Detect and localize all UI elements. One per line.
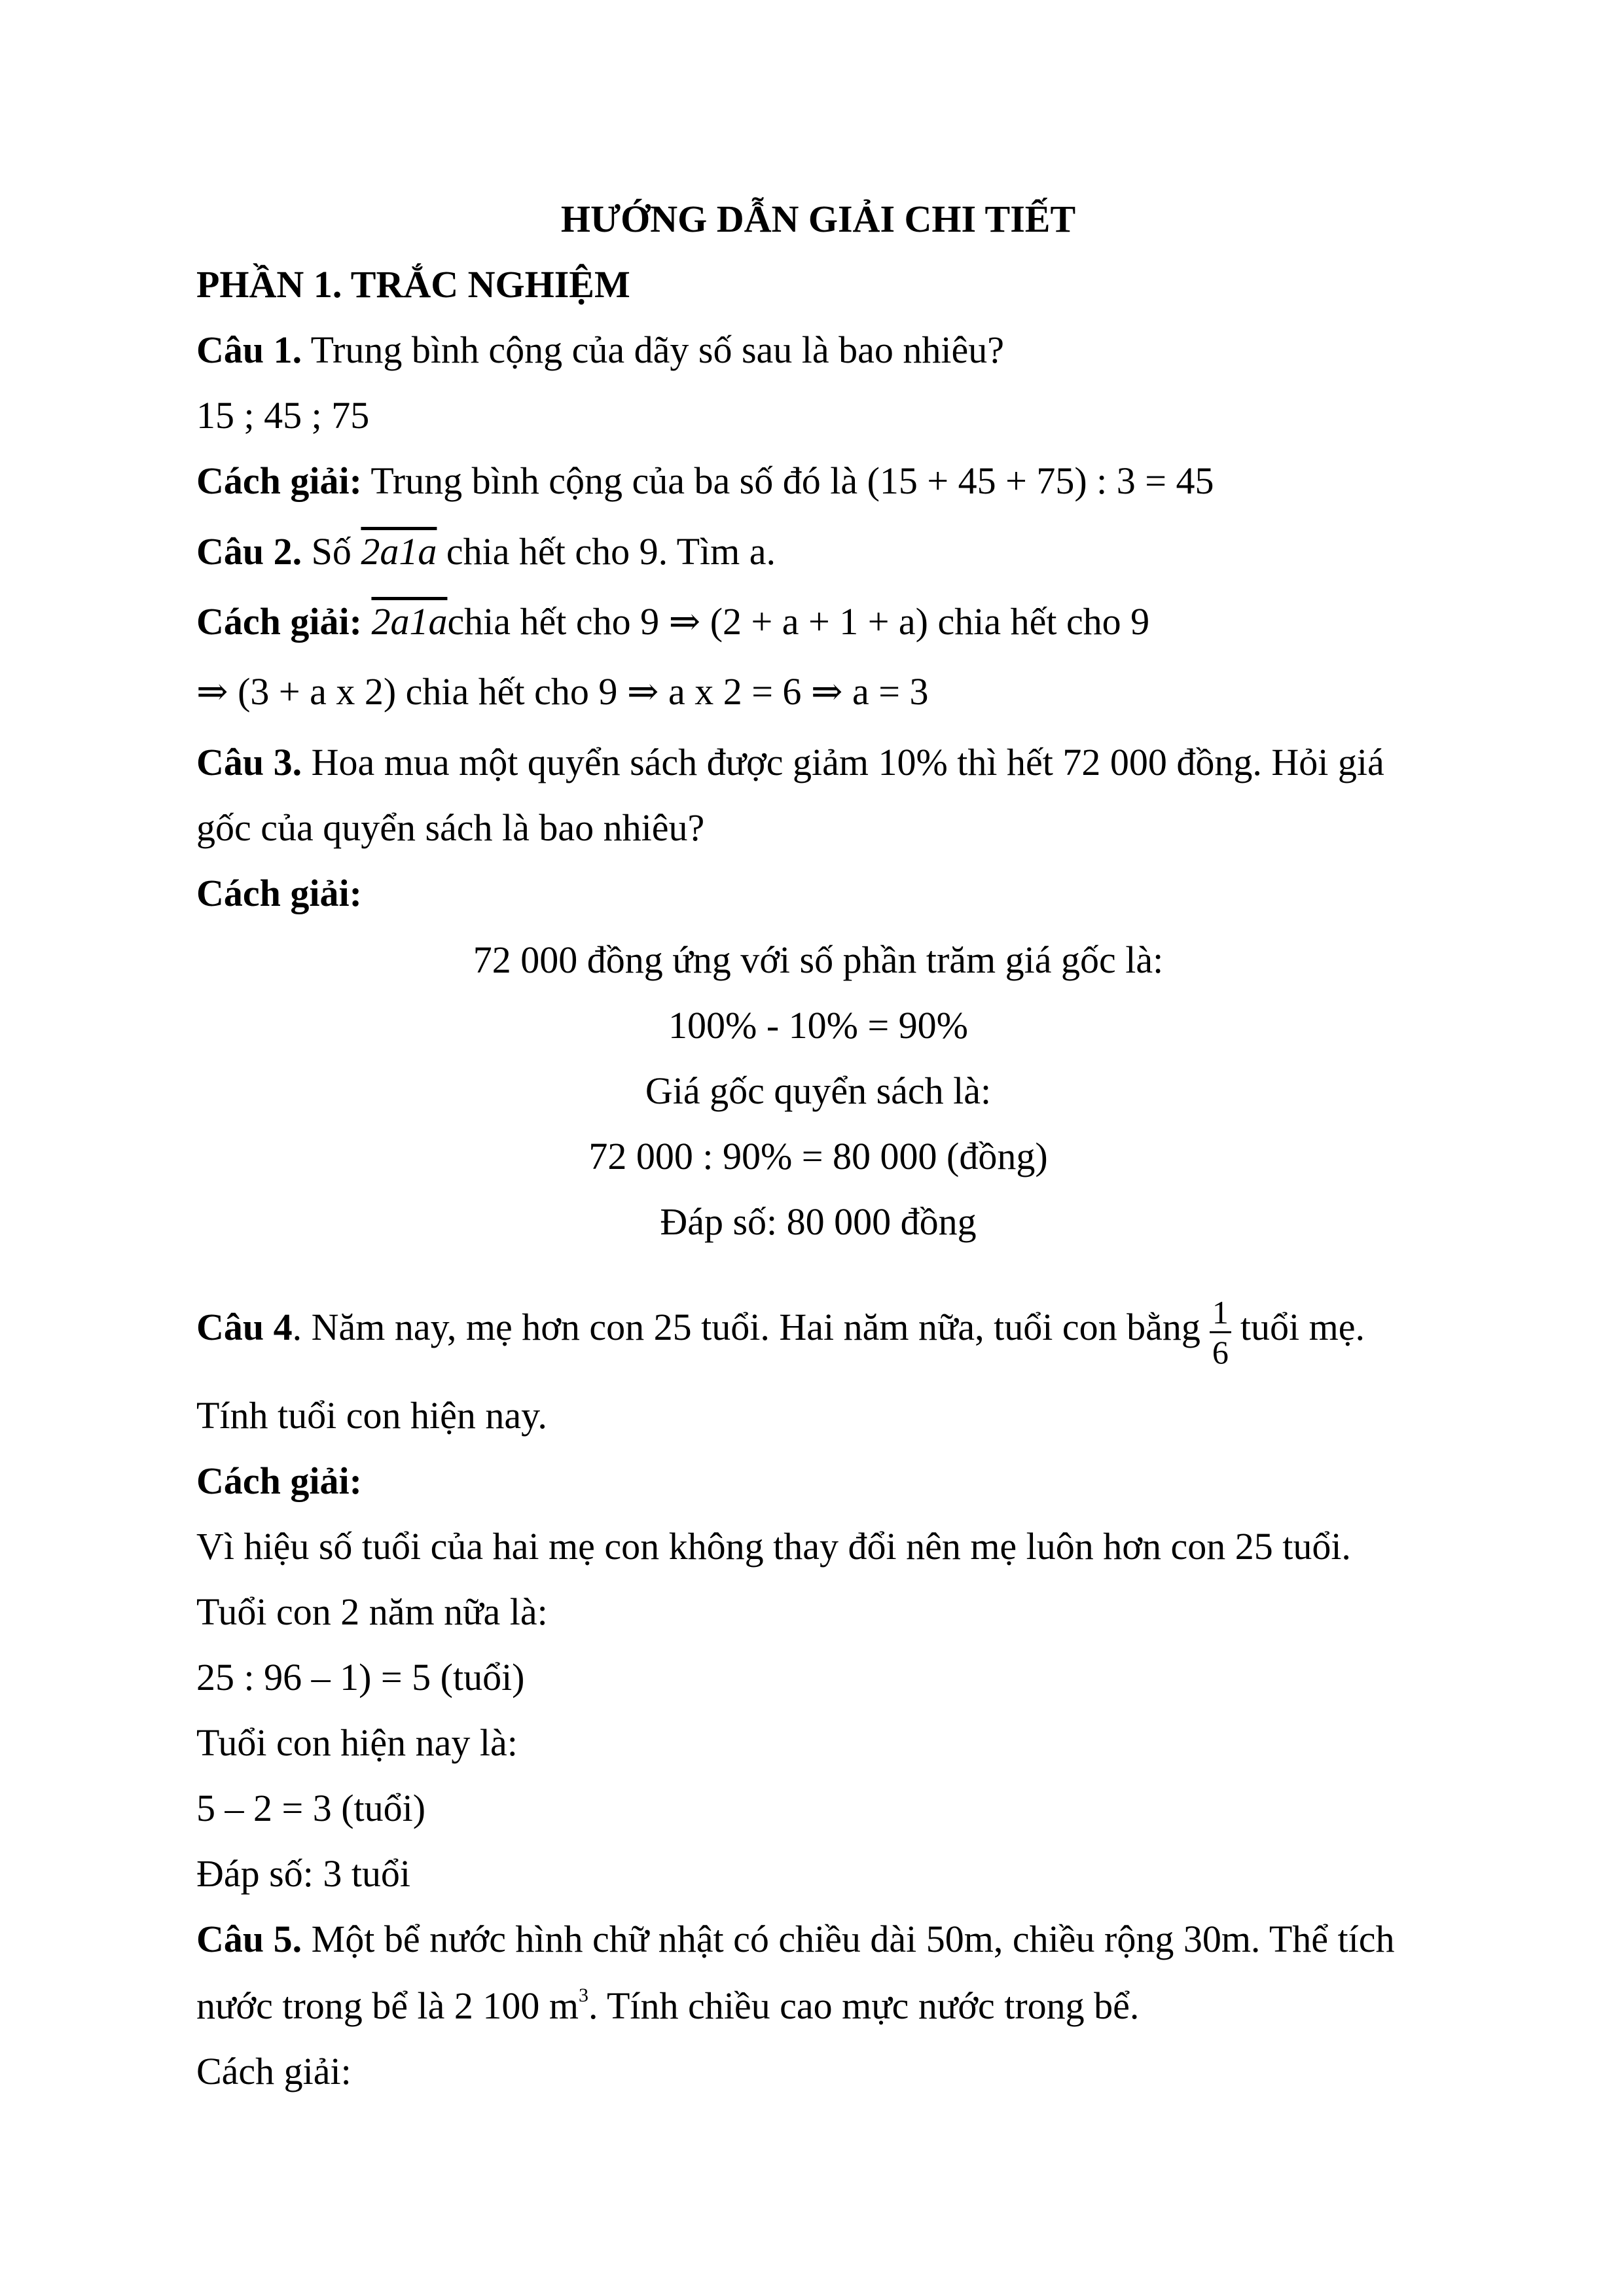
unit: m [549, 1984, 579, 2027]
solution-step: Vì hiệu số tuổi của hai mẹ con không thay đổi nên mẹ luôn hơn con 25 tuổi. [196, 1525, 1351, 1568]
solution-text: chia hết cho 9 ⇒ (2 + a + 1 + a) chia hết cho 9 [447, 600, 1150, 643]
question-5-text: Một bể nước hình chữ nhật có chiều dài 50m, chiều rộng 30m. Thể tích [302, 1918, 1395, 1960]
overlined-number: 2a1a [371, 600, 448, 643]
solution-step: 72 000 : 90% = 80 000 (đồng) [588, 1135, 1048, 1177]
question-1 [196, 327, 1004, 373]
question-3-label: Câu 3. [196, 741, 302, 783]
question-4-label: Câu 4 [196, 1306, 293, 1348]
question-4 [196, 1288, 1365, 1373]
solution-step: 100% - 10% = 90% [668, 1004, 968, 1047]
question-4-text-line-2: Tính tuổi con hiện nay. [196, 1394, 547, 1437]
question-3 [196, 740, 1384, 785]
fraction [1210, 1293, 1231, 1371]
question-4-text-pre: . Năm nay, mẹ hơn con 25 tuổi. Hai năm nữa, tuổi con bằng [292, 1306, 1200, 1348]
solution-step: 72 000 đồng ứng với số phần trăm giá gốc là: [473, 939, 1164, 981]
unit-exponent: 3 [579, 1984, 589, 2006]
question-5-text-line-2 [196, 1983, 1139, 2029]
question-3-text: Hoa mua một quyển sách được giảm 10% thì hết 72 000 đồng. Hỏi giá [302, 741, 1384, 783]
solution-step: 25 : 96 – 1) = 5 (tuổi) [196, 1656, 525, 1698]
question-2-solution-line-2: ⇒ (3 + a x 2) chia hết cho 9 ⇒ a x 2 = 6 ⇒ a = 3 [196, 670, 929, 713]
question-5-label: Câu 5. [196, 1918, 302, 1960]
question-1-text: Trung bình cộng của dãy số sau là bao nhiêu? [302, 329, 1004, 371]
solution-label: Cách giải: [196, 1460, 362, 1502]
fraction-denominator: 6 [1212, 1334, 1229, 1371]
question-4-text-post: tuổi mẹ. [1240, 1306, 1365, 1348]
solution-text: Trung bình cộng của ba số đó là (15 + 45 + 75) : 3 = 45 [361, 459, 1214, 502]
question-3-text-line-2: gốc của quyển sách là bao nhiêu? [196, 806, 705, 849]
question-1-solution [196, 458, 1214, 504]
question-2-text-post: chia hết cho 9. Tìm a. [437, 530, 776, 573]
document-title: HƯỚNG DẪN GIẢI CHI TIẾT [560, 198, 1076, 240]
solution-step: 5 – 2 = 3 (tuổi) [196, 1787, 426, 1829]
question-1-sequence: 15 ; 45 ; 75 [196, 394, 370, 437]
overlined-number: 2a1a [361, 530, 437, 573]
fraction-numerator: 1 [1210, 1293, 1231, 1333]
section-heading: PHẦN 1. TRẮC NGHIỆM [196, 263, 630, 306]
question-5-text-post: . Tính chiều cao mực nước trong bể. [588, 1984, 1140, 2027]
question-5-text-pre: nước trong bể là 2 100 [196, 1984, 549, 2027]
solution-label: Cách giải: [196, 2050, 352, 2092]
solution-answer: Đáp số: 80 000 đồng [660, 1200, 977, 1243]
question-2-text-pre: Số [302, 530, 361, 573]
solution-label: Cách giải: [196, 600, 362, 643]
question-5 [196, 1916, 1395, 1962]
solution-step: Giá gốc quyển sách là: [645, 1069, 992, 1112]
question-2 [196, 529, 776, 575]
solution-label: Cách giải: [196, 459, 362, 502]
solution-label: Cách giải: [196, 872, 362, 914]
question-2-solution [196, 599, 1149, 645]
solution-answer: Đáp số: 3 tuổi [196, 1852, 411, 1895]
question-2-label: Câu 2. [196, 530, 302, 573]
solution-step: Tuổi con hiện nay là: [196, 1721, 518, 1764]
solution-step: Tuổi con 2 năm nữa là: [196, 1590, 548, 1633]
question-1-label: Câu 1. [196, 329, 302, 371]
